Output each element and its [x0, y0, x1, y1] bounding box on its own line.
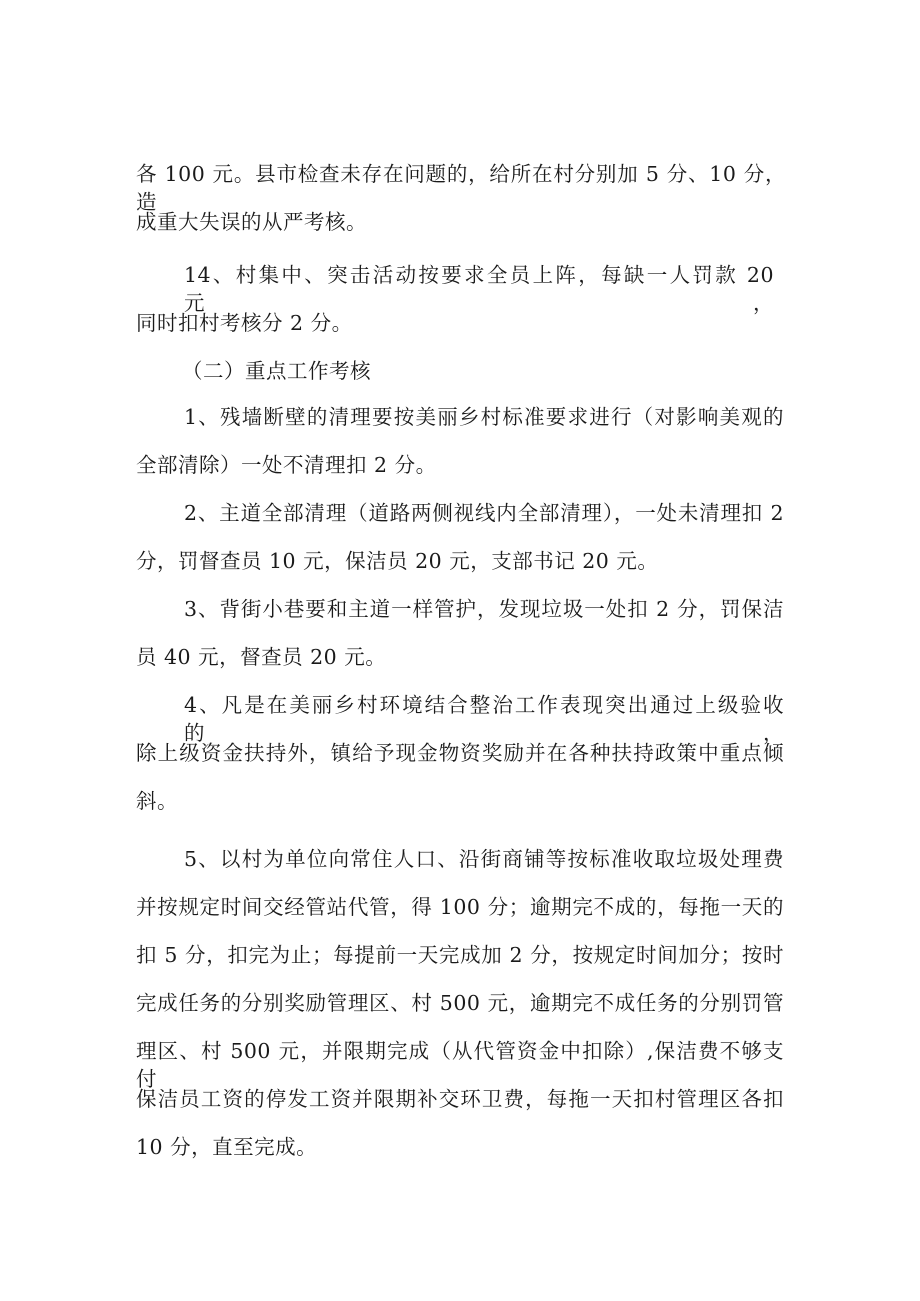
- text-line: 3、背街小巷要和主道一样管护，发现垃圾一处扣 2 分，罚保洁: [184, 597, 784, 621]
- text-line: 理区、村 500 元，并限期完成（从代管资金中扣除）,保洁费不够支付: [136, 1039, 784, 1091]
- text-line: 各 100 元。县市检查未存在问题的，给所在村分别加 5 分、10 分，造: [136, 162, 786, 214]
- text-line: 全部清除）一处不清理扣 2 分。: [136, 453, 437, 477]
- text-line: 保洁员工资的停发工资并限期补交环卫费，每拖一天扣村管理区各扣: [136, 1087, 784, 1111]
- text-line: 扣 5 分，扣完为止；每提前一天完成加 2 分，按规定时间加分；按时: [136, 943, 784, 967]
- text-line: 除上级资金扶持外，镇给予现金物资奖励并在各种扶持政策中重点倾: [136, 741, 784, 765]
- text-line: 分，罚督查员 10 元，保洁员 20 元，支部书记 20 元。: [136, 549, 659, 573]
- text-line: 2、主道全部清理（道路两侧视线内全部清理），一处未清理扣 2: [184, 501, 784, 525]
- text-line: 并按规定时间交经管站代管，得 100 分；逾期完不成的，每拖一天的: [136, 895, 784, 919]
- text-line: 成重大失误的从严考核。: [136, 210, 367, 234]
- text-line: 10 分，直至完成。: [136, 1135, 318, 1159]
- text-line: 同时扣村考核分 2 分。: [136, 311, 353, 335]
- text-line: 1、残墙断壁的清理要按美丽乡村标准要求进行（对影响美观的: [184, 405, 784, 429]
- text-line: 14、村集中、突击活动按要求全员上阵，每缺一人罚款 20 元，: [184, 263, 774, 315]
- text-line: 4、凡是在美丽乡村环境结合整治工作表现突出通过上级验收的，: [184, 693, 784, 745]
- text-line: 员 40 元，督查员 20 元。: [136, 645, 387, 669]
- text-line: 完成任务的分别奖励管理区、村 500 元，逾期完不成任务的分别罚管: [136, 991, 784, 1015]
- text-line: 斜。: [136, 789, 178, 813]
- text-line: 5、以村为单位向常住人口、沿街商铺等按标准收取垃圾处理费: [184, 847, 784, 871]
- section-heading-text: （二）重点工作考核: [182, 359, 371, 383]
